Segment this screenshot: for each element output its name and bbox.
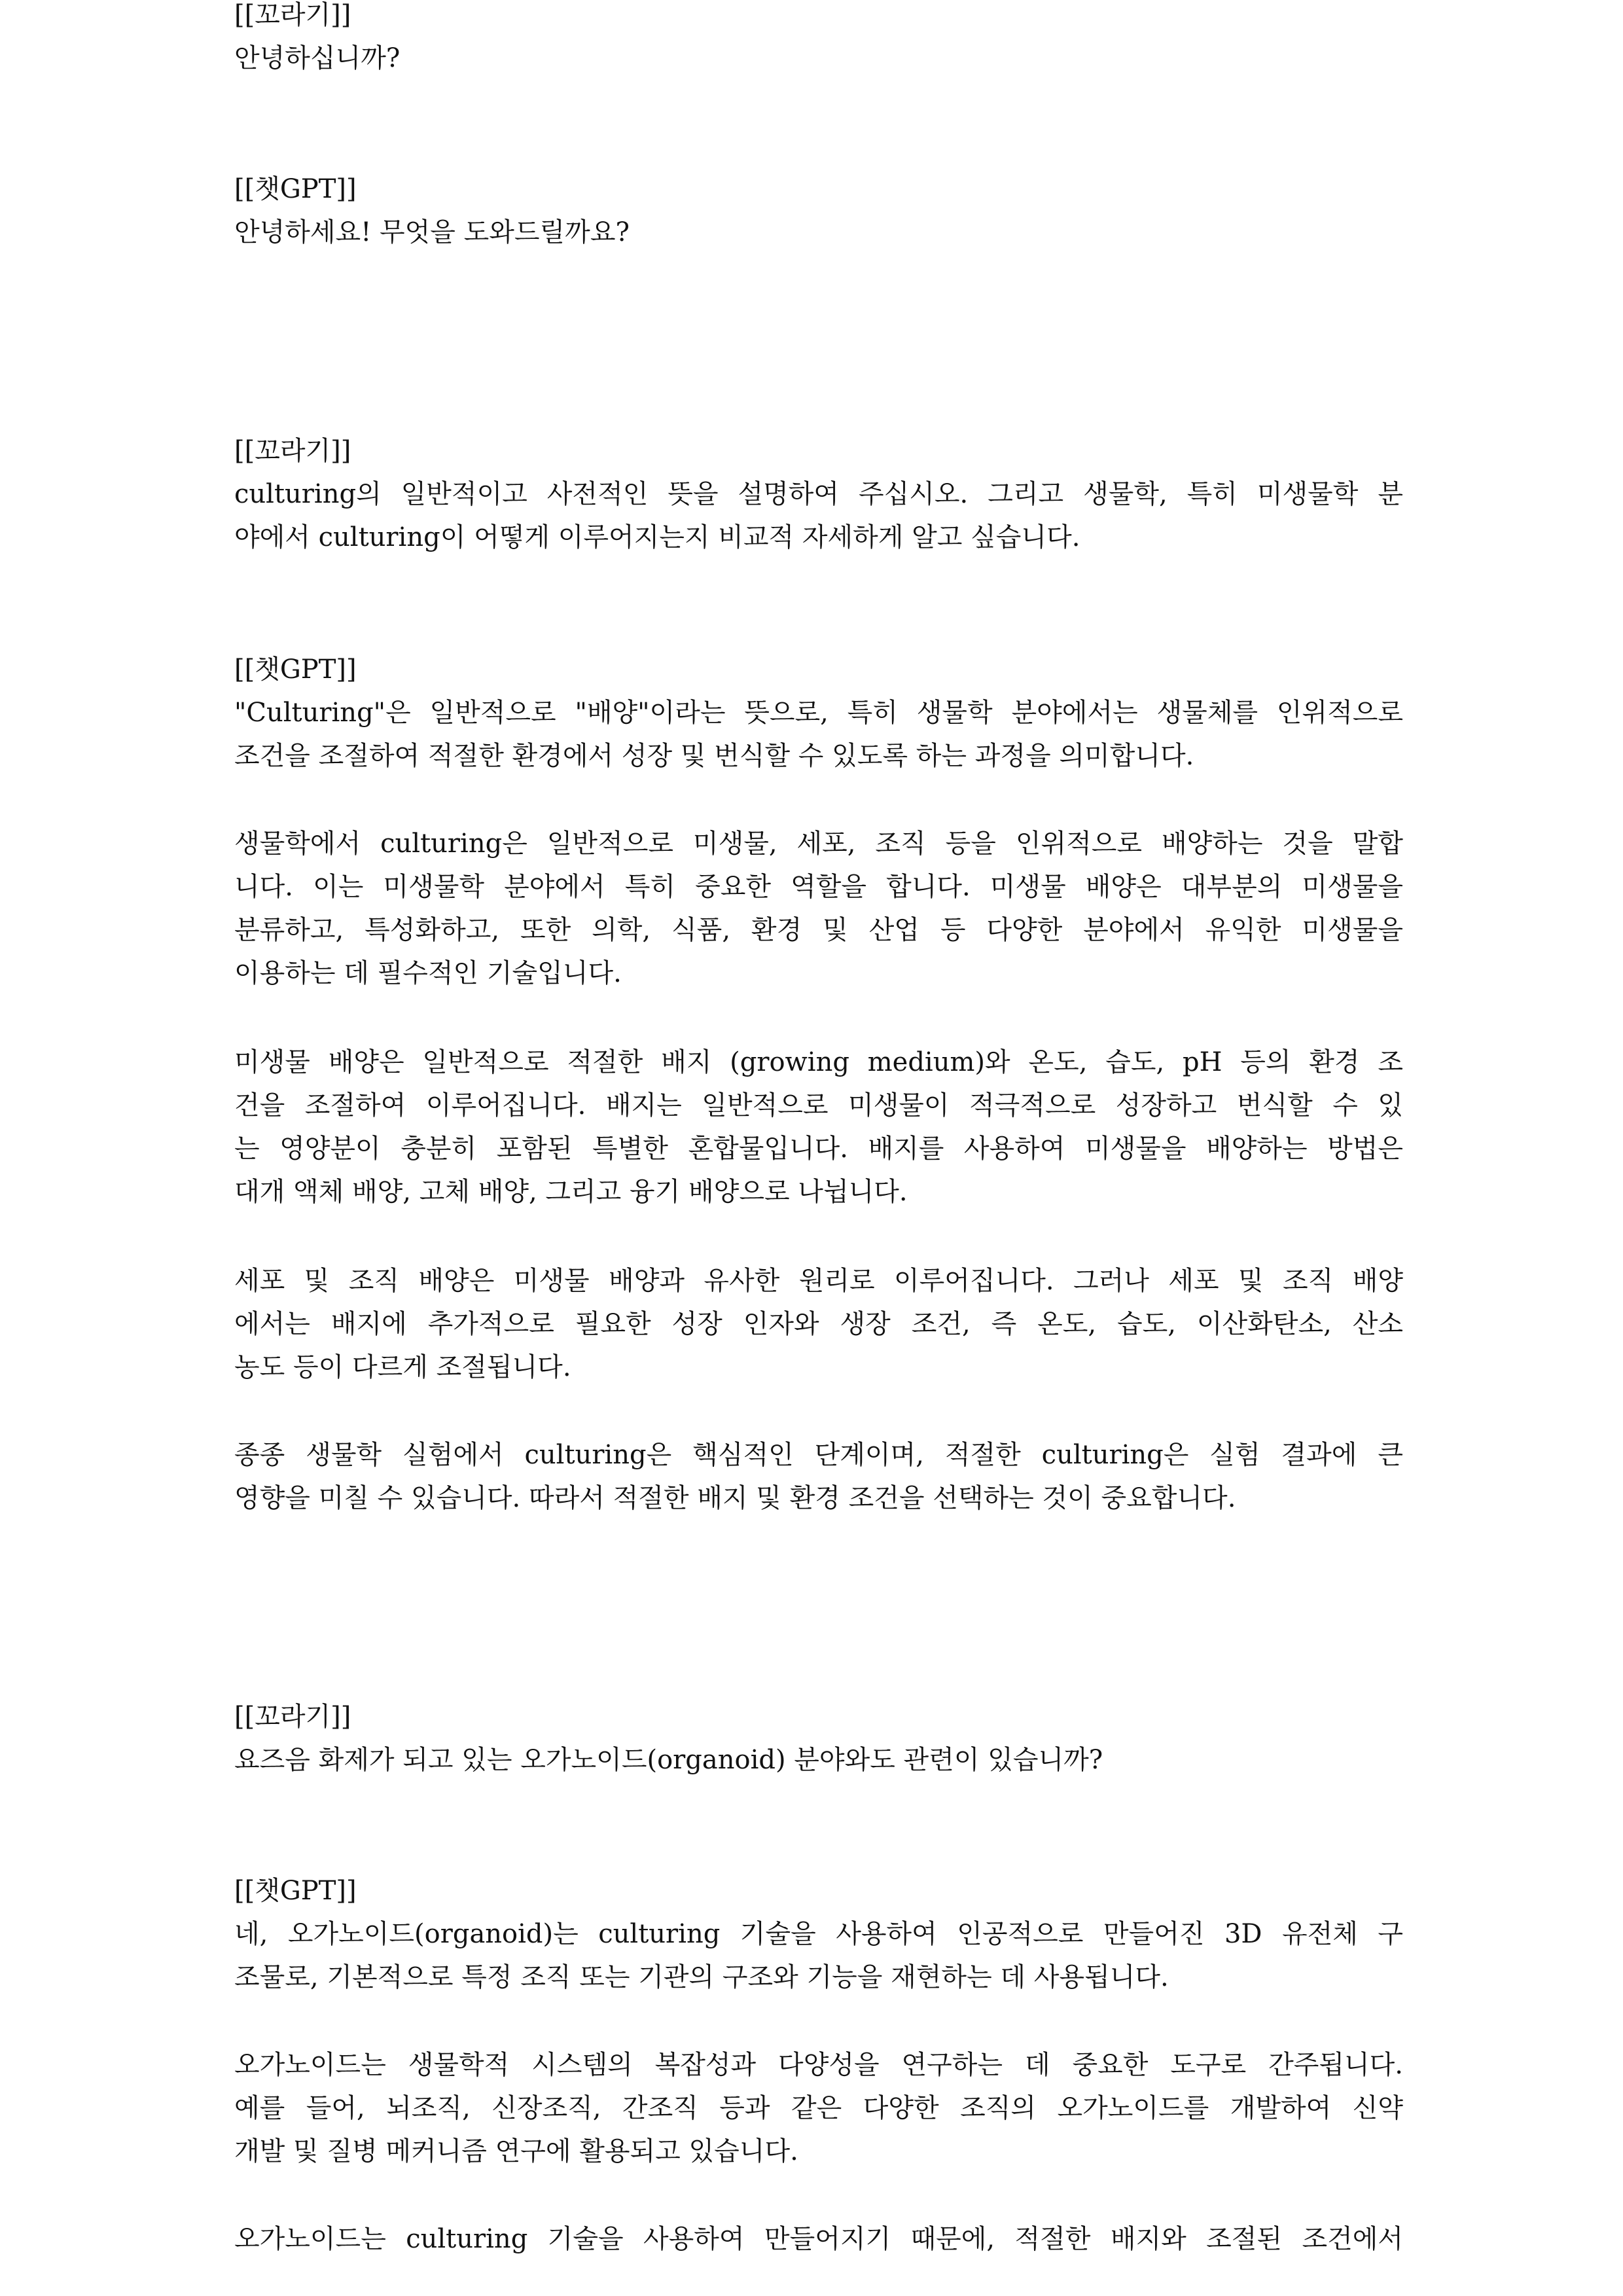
turn-user-2 xyxy=(234,429,1403,559)
message-line: 이용하는 데 필수적인 기술입니다. xyxy=(234,958,622,988)
paragraph xyxy=(234,822,1403,995)
turn-assistant-1 xyxy=(234,168,1403,254)
speaker-label: [[챗GPT]] xyxy=(234,174,357,204)
message-line: 안녕하세요! 무엇을 도와드릴까요? xyxy=(234,217,630,247)
message-line: 야에서 culturing이 어떻게 이루어지는지 비교적 자세하게 알고 싶습니다. xyxy=(234,522,1080,552)
message-line: 오가노이드는 생물학적 시스템의 복잡성과 다양성을 연구하는 데 중요한 도구로 간주됩니다. xyxy=(234,2050,1403,2080)
speaker-label: [[꼬라기]] xyxy=(234,0,351,30)
turn-assistant-3 xyxy=(234,1869,1403,1999)
message-line: 분류하고, 특성화하고, 또한 의학, 식품, 환경 및 산업 등 다양한 분야에서 유익한 미생물을 xyxy=(234,915,1403,945)
message-line: 농도 등이 다르게 조절됩니다. xyxy=(234,1352,571,1382)
message-line: 조건을 조절하여 적절한 환경에서 성장 및 번식할 수 있도록 하는 과정을 의미합니다. xyxy=(234,741,1194,771)
message-line: 에서는 배지에 추가적으로 필요한 성장 인자와 생장 조건, 즉 온도, 습도, 이산화탄소, 산소 xyxy=(234,1309,1403,1339)
speaker-label: [[챗GPT]] xyxy=(234,655,357,685)
message-line: 예를 들어, 뇌조직, 신장조직, 간조직 등과 같은 다양한 조직의 오가노이드를 개발하여 신약 xyxy=(234,2093,1403,2123)
paragraph xyxy=(234,1041,1403,1213)
message-line: 미생물 배양은 일반적으로 적절한 배지 (growing medium)와 온도, 습도, pH 등의 환경 조 xyxy=(234,1047,1403,1077)
turn-user-1 xyxy=(234,0,1403,80)
message-line: 오가노이드는 culturing 기술을 사용하여 만들어지기 때문에, 적절한 배지와 조절된 조건에서 xyxy=(234,2224,1403,2254)
speaker-label: [[챗GPT]] xyxy=(234,1876,357,1906)
message-line: 니다. 이는 미생물학 분야에서 특히 중요한 역할을 합니다. 미생물 배양은 대부분의 미생물을 xyxy=(234,872,1403,902)
paragraph xyxy=(234,2043,1403,2173)
speaker-label: [[꼬라기]] xyxy=(234,436,351,466)
message-line: "Culturing"은 일반적으로 "배양"이라는 뜻으로, 특히 생물학 분야에서는 생물체를 인위적으로 xyxy=(234,698,1403,728)
paragraph xyxy=(234,2217,1403,2261)
message-line: 개발 및 질병 메커니즘 연구에 활용되고 있습니다. xyxy=(234,2136,798,2166)
message-line: 안녕하십니까? xyxy=(234,43,401,73)
message-line: 종종 생물학 실험에서 culturing은 핵심적인 단계이며, 적절한 culturing은 실험 결과에 큰 xyxy=(234,1440,1403,1470)
message-line: culturing의 일반적이고 사전적인 뜻을 설명하여 주십시오. 그리고 생물학, 특히 미생물학 분 xyxy=(234,479,1403,509)
turn-user-3 xyxy=(234,1695,1403,1782)
message-line: 건을 조절하여 이루어집니다. 배지는 일반적으로 미생물이 적극적으로 성장하고 번식할 수 있 xyxy=(234,1090,1403,1121)
message-line: 조물로, 기본적으로 특정 조직 또는 기관의 구조와 기능을 재현하는 데 사용됩니다. xyxy=(234,1962,1169,1992)
message-line: 대개 액체 배양, 고체 배양, 그리고 융기 배양으로 나뉩니다. xyxy=(234,1177,908,1207)
message-line: 생물학에서 culturing은 일반적으로 미생물, 세포, 조직 등을 인위적으로 배양하는 것을 말합 xyxy=(234,829,1403,859)
message-line: 영향을 미칠 수 있습니다. 따라서 적절한 배지 및 환경 조건을 선택하는 것이 중요합니다. xyxy=(234,1483,1236,1513)
paragraph xyxy=(234,1259,1403,1389)
message-line: 요즈음 화제가 되고 있는 오가노이드(organoid) 분야와도 관련이 있습니까? xyxy=(234,1745,1103,1775)
turn-assistant-2 xyxy=(234,648,1403,778)
paragraph xyxy=(234,1433,1403,1520)
message-line: 는 영양분이 충분히 포함된 특별한 혼합물입니다. 배지를 사용하여 미생물을 배양하는 방법은 xyxy=(234,1134,1403,1164)
message-line: 세포 및 조직 배양은 미생물 배양과 유사한 원리로 이루어집니다. 그러나 세포 및 조직 배양 xyxy=(234,1266,1404,1296)
message-line: 네, 오가노이드(organoid)는 culturing 기술을 사용하여 인공적으로 만들어진 3D 유전체 구 xyxy=(234,1919,1403,1949)
speaker-label: [[꼬라기]] xyxy=(234,1702,351,1732)
